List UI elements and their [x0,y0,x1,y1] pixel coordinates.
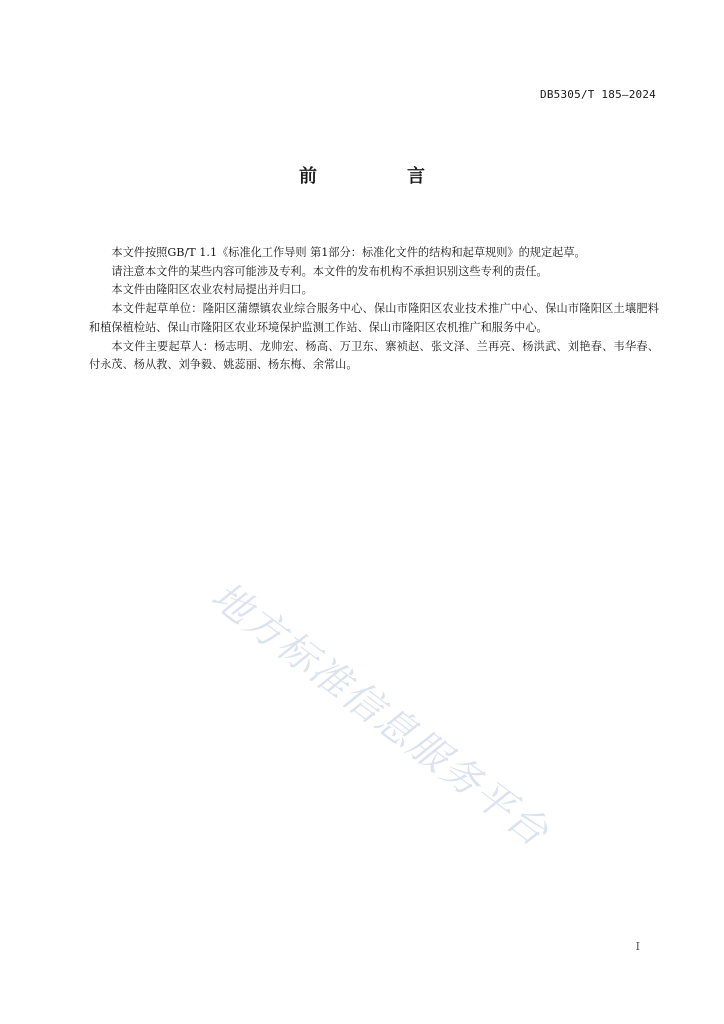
paragraph-drafting-units: 本文件起草单位：隆阳区蒲缥镇农业综合服务中心、保山市隆阳区农业技术推广中心、保山市隆阳区土壤肥料和植保植检站、保山市隆阳区农业环境保护监测工作站、保山市隆阳区农机推广和服务中心。 [89,302,659,334]
foreword-body [89,244,659,375]
watermark: 地方标准信息服务平台 [202,573,558,857]
paragraph-drafting-rules: 本文件按照GB/T 1.1《标准化工作导则 第1部分：标准化文件的结构和起草规则》的规定起草。 [111,246,586,259]
document-code: DB5305/T 185—2024 [540,88,656,101]
page-number: I [635,940,640,953]
paragraph-patent-notice: 请注意本文件的某些内容可能涉及专利。本文件的发布机构不承担识别这些专利的责任。 [111,264,548,278]
paragraph-drafters: 本文件主要起草人：杨志明、龙帅宏、杨高、万卫东、寨祯赵、张文泽、兰再亮、杨洪武、刘艳春、韦华春、付永茂、杨从教、刘争毅、姚蕊丽、杨东梅、余常山。 [89,339,659,372]
page-title: 前 言 [299,166,461,187]
paragraph-proposer: 本文件由隆阳区农业农村局提出并归口。 [111,283,313,297]
